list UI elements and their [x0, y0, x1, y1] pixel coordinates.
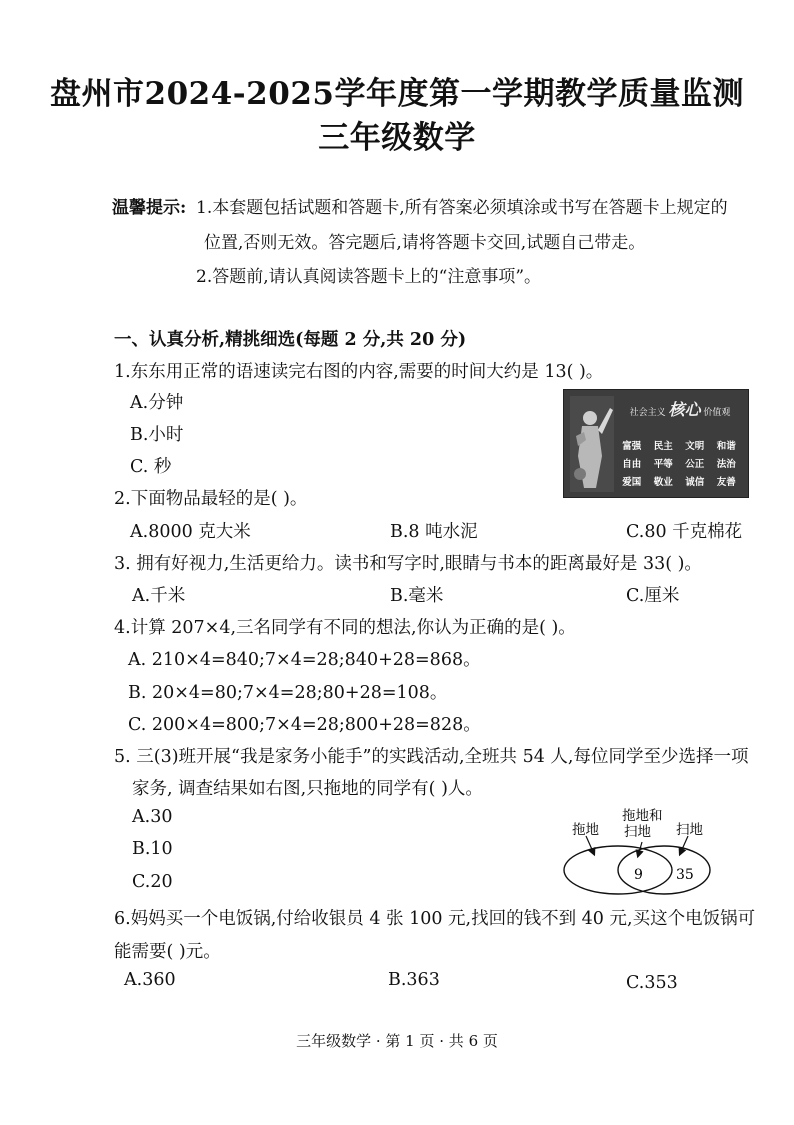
poster-value: 诚信: [685, 477, 705, 488]
poster-value: 民主: [653, 441, 673, 452]
statue-figure-icon: [570, 396, 614, 492]
venn-value-both: 9: [634, 867, 643, 883]
q4-option-c: C. 200×4=800;7×4=28;800+28=828。: [128, 715, 481, 735]
q1-option-a: A.分钟: [130, 393, 184, 413]
exam-title-line2: 三年级数学: [318, 120, 476, 156]
q1-stem: 1.东东用正常的语速读完右图的内容,需要的时间大约是 13( )。: [114, 362, 604, 382]
poster-value: 平等: [653, 459, 673, 470]
exam-title-line1: 盘州市2024-2025学年度第一学期教学质量监测: [50, 76, 744, 112]
q3-option-a: A.千米: [132, 586, 186, 606]
q1-option-c: C. 秒: [130, 457, 172, 477]
poster-value: 友善: [716, 477, 736, 488]
q4-option-b: B. 20×4=80;7×4=28;80+28=108。: [128, 683, 448, 703]
poster-value: 文明: [685, 441, 705, 452]
poster-value: 爱国: [622, 477, 642, 488]
tips-line1: 1.本套题包括试题和答题卡,所有答案必须填涂或书写在答题卡上规定的: [196, 198, 728, 218]
page-footer: 三年级数学 · 第 1 页 · 共 6 页: [296, 1032, 498, 1050]
q6-stem-line2: 能需要( )元。: [114, 942, 221, 962]
poster-heading-small: 社会主义: [629, 408, 666, 418]
q2-stem: 2.下面物品最轻的是( )。: [114, 489, 308, 509]
poster-heading-big: 核心: [668, 400, 701, 419]
venn-arrow-left: [586, 836, 594, 854]
q6-stem-line1: 6.妈妈买一个电饭锅,付给收银员 4 张 100 元,找回的钱不到 40 元,买这个电饭锅可: [114, 909, 756, 929]
q5-option-a: A.30: [132, 807, 173, 827]
poster-heading-tail: 价值观: [703, 408, 731, 418]
poster-value: 公正: [685, 459, 705, 470]
q2-option-a: A.8000 克大米: [130, 522, 251, 542]
venn-diagram: [556, 806, 726, 900]
venn-label-middle-line2: 扫地: [624, 824, 651, 840]
q3-option-b: B.毫米: [390, 586, 444, 606]
poster-values-grid: [616, 438, 742, 488]
poster-value: 富强: [622, 441, 642, 452]
venn-label-right: 扫地: [676, 822, 703, 838]
poster-heading: [616, 400, 744, 426]
poster-value: 和谐: [716, 441, 736, 452]
tips-line2: 位置,否则无效。答完题后,请将答题卡交回,试题自己带走。: [204, 233, 646, 253]
poster-value: 敬业: [653, 477, 673, 488]
q3-option-c: C.厘米: [626, 586, 680, 606]
q2-option-b: B.8 吨水泥: [390, 522, 478, 542]
venn-label-left: 拖地: [572, 822, 599, 838]
q2-option-c: C.80 千克棉花: [626, 522, 743, 542]
q5-stem-line1: 5. 三(3)班开展“我是家务小能手”的实践活动,全班共 54 人,每位同学至少选择一项: [114, 747, 749, 767]
q4-option-a: A. 210×4=840;7×4=28;840+28=868。: [128, 650, 481, 670]
tips-line3: 2.答题前,请认真阅读答题卡上的“注意事项”。: [196, 267, 542, 287]
venn-label-middle-line1: 拖地和: [622, 808, 663, 824]
q5-option-b: B.10: [132, 839, 173, 859]
q5-stem-line2: 家务, 调查结果如右图,只拖地的同学有( )人。: [132, 779, 483, 799]
q4-stem: 4.计算 207×4,三名同学有不同的想法,你认为正确的是( )。: [114, 618, 576, 638]
q3-stem: 3. 拥有好视力,生活更给力。读书和写字时,眼睛与书本的距离最好是 33( )。: [114, 554, 702, 574]
venn-sweeping-ellipse: [618, 846, 710, 894]
venn-value-right: 35: [676, 867, 694, 883]
poster-value: 法治: [716, 459, 736, 470]
tips-label: 温馨提示:: [112, 198, 187, 218]
section-heading: 一、认真分析,精挑细选(每题 2 分,共 20 分): [114, 330, 467, 350]
q1-option-b: B.小时: [130, 425, 184, 445]
q6-option-a: A.360: [124, 970, 176, 990]
q6-option-c: C.353: [626, 973, 678, 993]
venn-arrow-right: [680, 836, 688, 854]
poster-value: 自由: [622, 459, 642, 470]
q6-option-b: B.363: [388, 970, 440, 990]
q5-option-c: C.20: [132, 872, 173, 892]
core-values-poster: [563, 389, 749, 498]
